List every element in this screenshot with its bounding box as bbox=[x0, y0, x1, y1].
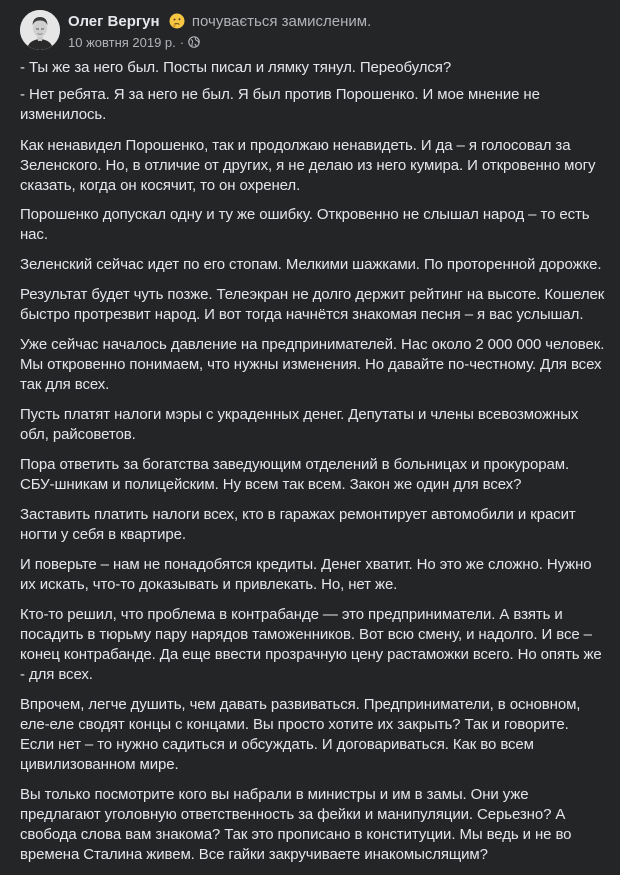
separator-dot: · bbox=[179, 35, 185, 50]
post-paragraph: Порошенко допускал одну и ту же ошибку. Откровенно не слышал народ – то есть нас. bbox=[20, 206, 590, 243]
post-paragraph: Впрочем, легче душить, чем давать развиваться. Предприниматели, в основном, еле-еле сводят концы с концами. Вы просто хотите их закрыть? Так и говорите. Если нет – то нужно садиться и обсуждать. И договариваться. Как во всем цивилизованном мире. bbox=[20, 696, 581, 773]
post-paragraph: Вы только посмотрите кого вы набрали в министры и им в замы. Они уже предлагают уголовную ответственность за фейки и манипуляции. Серьезно? А свобода слова вам знакома? Так это прописано в конституции. Мы ведь и не во времена Сталина живем. Все гайки закручиваете инакомыслящим? bbox=[20, 786, 572, 863]
post-paragraph: Пусть платят налоги мэры с украденных денег. Депутаты и члены всевозможных обл, райсоветов. bbox=[20, 406, 579, 443]
post-date-link[interactable]: 10 жовтня 2019 р. bbox=[68, 35, 176, 50]
post-paragraph: Как ненавидел Порошенко, так и продолжаю ненавидеть. И да – я голосовал за Зеленского. Но, в отличие от других, я не делаю из него кумира. И откровенно могу сказать, когда он косячит, то он охренел. bbox=[20, 137, 596, 194]
post-paragraph: - Нет ребята. Я за него не был. Я был против Порошенко. И мое мнение не изменилось. bbox=[20, 86, 540, 123]
avatar[interactable] bbox=[20, 10, 60, 50]
post-body bbox=[20, 58, 605, 875]
post-paragraph: Пора ответить за богатства заведующим отделений в больницах и прокурорам. СБУ-шникам и полицейским. Ну всем так всем. Закон же один для всех? bbox=[20, 456, 570, 493]
post-paragraph: Кто-то решил, что проблема в контрабанде — это предприниматели. А взять и посадить в тюрьму пару нарядов таможенников. Вот всю смену, и надолго. И все – конец контрабанде. Да еще ввести прозрачную цену растаможки всего. Но опять же - для всех. bbox=[20, 606, 602, 683]
post-paragraph: Зеленский сейчас идет по его стопам. Мелкими шажками. По проторенной дорожке. bbox=[20, 256, 602, 273]
post-paragraph: Заставить платить налоги всех, кто в гаражах ремонтирует автомобили и красит ногти у себя в квартире. bbox=[20, 506, 576, 543]
post-paragraph: И поверьте – нам не понадобятся кредиты. Денег хватит. Но это же сложно. Нужно их искать, что-то доказывать и привлекать. Но, нет же. bbox=[20, 556, 592, 593]
post-paragraph: Уже сейчас началось давление на предпринимателей. Нас около 2 000 000 человек. Мы откровенно понимаем, что нужны изменения. Но давайте по-честному. Для всех так для всех. bbox=[20, 336, 605, 393]
avatar-portrait-icon bbox=[20, 10, 60, 50]
post-meta bbox=[68, 12, 568, 52]
date-line bbox=[68, 34, 568, 52]
post-paragraph: - Ты же за него был. Посты писал и лямку тянул. Переобулся? bbox=[20, 59, 452, 76]
feeling-text: почувається замисленим. bbox=[191, 13, 372, 30]
globe-icon[interactable] bbox=[188, 35, 200, 47]
post-paragraph: Результат будет чуть позже. Телеэкран не долго держит рейтинг на высоте. Кошелек быстро протрезвит народ. И вот тогда начнётся знакомая песня – я вас услышал. bbox=[20, 286, 605, 323]
author-name[interactable]: Олег Вергун bbox=[68, 13, 160, 30]
name-line bbox=[68, 12, 568, 32]
thinking-face-icon bbox=[169, 13, 185, 29]
